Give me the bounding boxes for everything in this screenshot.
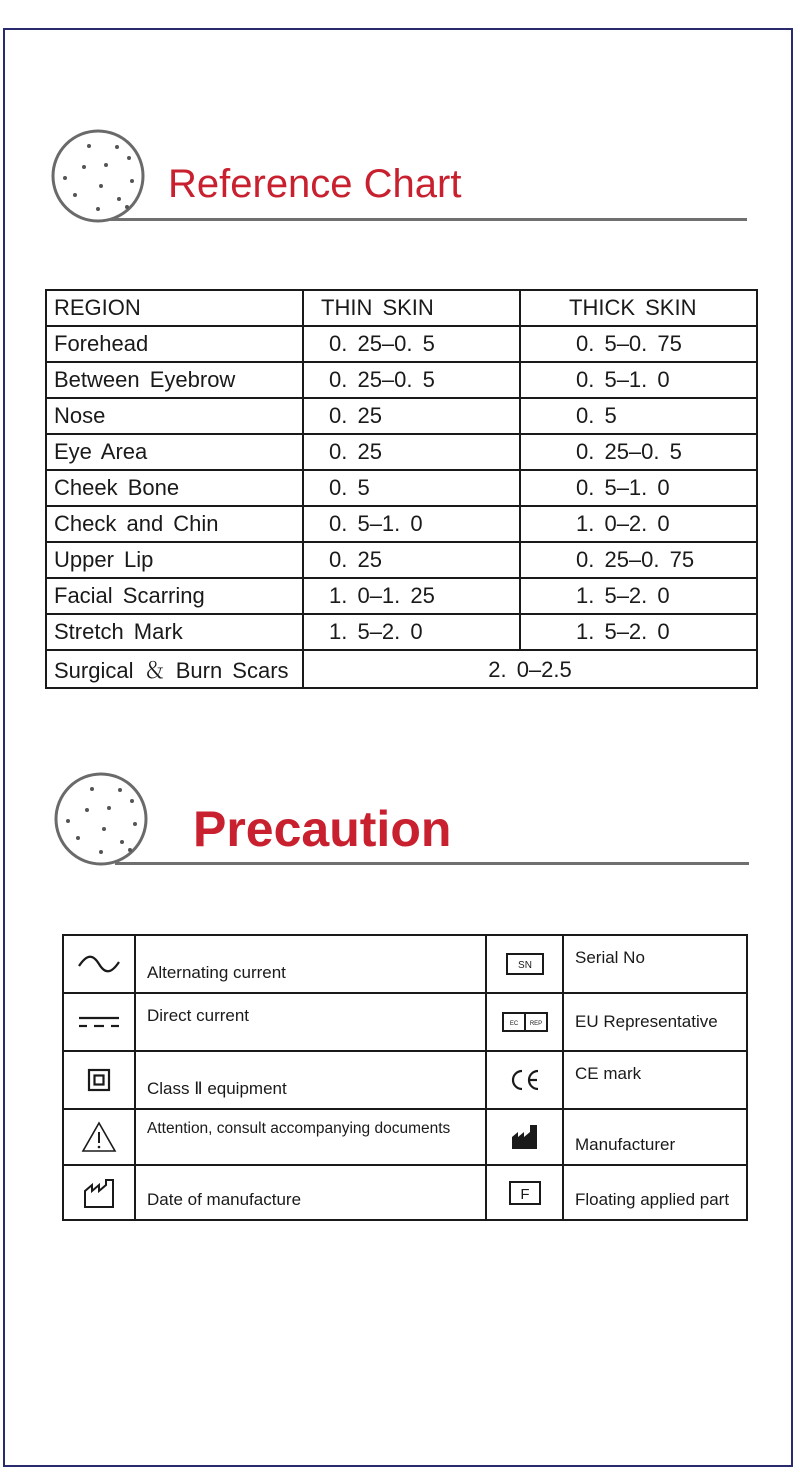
thin-skin-cell: 0. 25 xyxy=(303,434,520,470)
svg-text:REP: REP xyxy=(529,1021,542,1027)
symbol-label: Date of manufacture xyxy=(135,1165,486,1220)
thin-skin-cell: 0. 5 xyxy=(303,470,520,506)
region-cell: Cheek Bone xyxy=(46,470,303,506)
region-cell: Check and Chin xyxy=(46,506,303,542)
warning-triangle-icon xyxy=(63,1109,135,1165)
column-header: THIN SKIN xyxy=(303,290,520,326)
thin-skin-cell: 0. 25 xyxy=(303,542,520,578)
region-cell: Upper Lip xyxy=(46,542,303,578)
thick-skin-cell: 0. 5–0. 75 xyxy=(520,326,757,362)
region-cell: Eye Area xyxy=(46,434,303,470)
table-row xyxy=(46,542,757,578)
region-cell: Nose xyxy=(46,398,303,434)
thin-skin-cell: 1. 0–1. 25 xyxy=(303,578,520,614)
symbol-label: Class Ⅱ equipment xyxy=(135,1051,486,1109)
table-row xyxy=(46,614,757,650)
table-row xyxy=(63,1051,747,1109)
thin-skin-cell: 0. 25–0. 5 xyxy=(303,362,520,398)
symbol-label: Floating applied part xyxy=(563,1165,747,1220)
thin-skin-cell: 1. 5–2. 0 xyxy=(303,614,520,650)
region-cell: Facial Scarring xyxy=(46,578,303,614)
page-frame xyxy=(3,28,793,1467)
section-divider xyxy=(110,218,747,221)
dotted-circle-icon xyxy=(54,772,148,866)
ce-mark-icon xyxy=(486,1051,563,1109)
dotted-circle-icon xyxy=(51,129,145,223)
table-row xyxy=(63,1165,747,1220)
section-divider xyxy=(115,862,749,865)
region-cell: Stretch Mark xyxy=(46,614,303,650)
table-header-row xyxy=(46,290,757,326)
thin-skin-cell: 0. 25 xyxy=(303,398,520,434)
thick-skin-cell: 0. 5–1. 0 xyxy=(520,470,757,506)
symbols-table xyxy=(62,934,748,1221)
symbol-label: Direct current xyxy=(135,993,486,1051)
region-cell: Surgical ＆ Burn Scars xyxy=(46,650,303,688)
symbol-label: Attention, consult accompanying documents xyxy=(135,1109,486,1165)
region-cell: Forehead xyxy=(46,326,303,362)
table-row xyxy=(46,650,757,688)
table-row xyxy=(63,993,747,1051)
symbol-label: Alternating current xyxy=(135,935,486,993)
table-row xyxy=(46,362,757,398)
thick-skin-cell: 0. 5 xyxy=(520,398,757,434)
eu-representative-icon xyxy=(486,993,563,1051)
thin-skin-cell: 0. 5–1. 0 xyxy=(303,506,520,542)
floating-applied-part-icon-text: F xyxy=(519,1185,530,1203)
alternating-current-icon xyxy=(63,935,135,993)
thick-skin-cell: 1. 0–2. 0 xyxy=(520,506,757,542)
column-header: REGION xyxy=(46,290,303,326)
symbol-label: CE mark xyxy=(563,1051,747,1109)
thick-skin-cell: 0. 25–0. 75 xyxy=(520,542,757,578)
serial-number-icon-text: SN xyxy=(517,960,532,971)
svg-text:EC: EC xyxy=(509,1021,518,1027)
reference-chart-table xyxy=(45,289,758,689)
table-row xyxy=(46,578,757,614)
column-header: THICK SKIN xyxy=(520,290,757,326)
symbol-label: Manufacturer xyxy=(563,1109,747,1165)
merged-value-cell: 2. 0–2.5 xyxy=(303,650,757,688)
table-row xyxy=(46,398,757,434)
table-row xyxy=(63,1109,747,1165)
table-row xyxy=(46,506,757,542)
region-cell: Between Eyebrow xyxy=(46,362,303,398)
section-title: Reference Chart xyxy=(168,162,462,206)
thick-skin-cell: 1. 5–2. 0 xyxy=(520,614,757,650)
table-row xyxy=(63,935,747,993)
table-row xyxy=(46,434,757,470)
symbol-label: Serial No xyxy=(563,935,747,993)
class-ii-equipment-icon xyxy=(63,1051,135,1109)
thick-skin-cell: 0. 5–1. 0 xyxy=(520,362,757,398)
thin-skin-cell: 0. 25–0. 5 xyxy=(303,326,520,362)
direct-current-icon xyxy=(63,993,135,1051)
date-of-manufacture-icon xyxy=(63,1165,135,1220)
serial-number-icon xyxy=(486,935,563,993)
thick-skin-cell: 0. 25–0. 5 xyxy=(520,434,757,470)
thick-skin-cell: 1. 5–2. 0 xyxy=(520,578,757,614)
manufacturer-icon xyxy=(486,1109,563,1165)
table-row xyxy=(46,326,757,362)
section-title: Precaution xyxy=(193,801,452,857)
symbol-label: EU Representative xyxy=(563,993,747,1051)
floating-applied-part-icon xyxy=(486,1165,563,1220)
table-row xyxy=(46,470,757,506)
